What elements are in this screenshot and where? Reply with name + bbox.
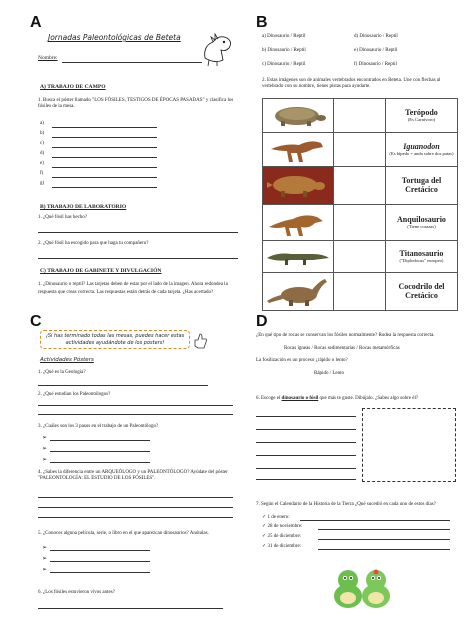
bullet-icon: ➢	[42, 545, 48, 551]
animal-name: Cocodrilo del Cretácico	[398, 282, 445, 300]
classify-letter: b)	[40, 131, 45, 136]
rocks-question: ¿En qué tipo de rocas se conservan los fósiles normalmente? Rodea la respuesta correcta.	[256, 333, 435, 338]
animal-hint: (Tiene corazas)	[407, 223, 436, 229]
answer-line[interactable]	[50, 561, 150, 562]
favorite-dino-question	[256, 396, 461, 402]
answer-line[interactable]	[38, 608, 223, 609]
titanosaur-image	[263, 273, 334, 311]
classify-line[interactable]	[52, 147, 157, 148]
activities-subtitle: Actividades Pósters	[40, 357, 94, 363]
answer-line[interactable]	[38, 385, 208, 386]
cabinet-work-heading: C) TRABAJO DE GABINETE Y DIVULGACIÓN	[40, 268, 162, 274]
iguanodon-image	[263, 205, 334, 241]
animal-card[interactable]	[385, 167, 457, 205]
bullet-icon: ➢	[42, 435, 48, 441]
answer-line[interactable]	[256, 479, 356, 480]
fossils-alive-question: 6. ¿Los fósiles estuvieron vivos antes?	[38, 590, 115, 595]
animal-card[interactable]	[385, 133, 457, 167]
answer-line[interactable]	[256, 468, 356, 469]
three-steps-question: 3. ¿Cuáles son los 3 pasos en el trabajo de un Paleontólogo?	[38, 424, 159, 429]
answer-line[interactable]	[38, 405, 233, 406]
classify-letter: d)	[40, 151, 45, 156]
animal-hint: (Es bípedo + anda sobre dos patas)	[389, 150, 454, 156]
answer-line[interactable]	[256, 429, 356, 430]
lab-question-2: 2. ¿Qué fósil ha escogido para que haga tu compañero?	[38, 241, 149, 246]
bullet-icon: ➢	[42, 556, 48, 562]
ankylosaur-image	[263, 167, 334, 205]
classify-letter: e)	[40, 161, 44, 166]
date-label: ✓ 1 de enero:	[262, 515, 290, 520]
drawing-box[interactable]	[362, 408, 456, 482]
classify-letter: a)	[40, 121, 44, 126]
favorite-dino-prefix: 6. Escoge el	[256, 396, 282, 401]
lab-work-heading: B) TRABAJO DE LABORATORIO	[40, 204, 127, 210]
answer-line[interactable]	[38, 517, 233, 518]
answer-line[interactable]	[50, 462, 150, 463]
cabinet-question-1: 1. ¿Dinosaurio o reptil? Las tarjetas deben de estar por el lado de la imagen. Ahora redondea la respuesta que creas correcta. Las respuestas están detrás de cada tarjeta. ¿Has acertado?	[38, 282, 228, 295]
animal-hint: (Es Carnívoro)	[407, 116, 436, 122]
date-text: 28 de noviembre:	[267, 524, 303, 529]
answer-line[interactable]	[50, 451, 150, 452]
answer-line[interactable]	[318, 539, 450, 540]
thumbs-up-icon	[192, 332, 208, 350]
date-text: 1 de enero:	[267, 515, 290, 520]
cartoon-dinosaurs-icon	[326, 566, 398, 612]
date-label: ✓ 28 de noviembre:	[262, 524, 303, 529]
lab-answer-line-1[interactable]	[38, 232, 238, 233]
name-line[interactable]	[62, 62, 202, 63]
ankylosaur-icon	[265, 170, 331, 200]
answer-line[interactable]	[38, 507, 233, 508]
answer-line[interactable]	[256, 442, 356, 443]
date-label: ✓ 31 de diciembre:	[262, 544, 302, 549]
option-item[interactable]: d) Dinosaurio / Reptil	[354, 34, 398, 39]
theropod-icon	[265, 135, 331, 163]
fossilization-question: La fosilización es un proceso ¿rápido o lento?	[256, 358, 348, 363]
lab-answer-line-2[interactable]	[38, 258, 238, 259]
name-label: Nombre:	[38, 55, 58, 61]
section-letter-c: C	[30, 313, 42, 330]
worksheet-title: Jornadas Paleontológicas de Beteta	[48, 33, 181, 42]
classify-line[interactable]	[52, 127, 157, 128]
option-item[interactable]: f) Dinosaurio / Reptil	[354, 62, 397, 67]
section-letter-b: B	[256, 14, 268, 31]
paleontologists-question: 2. ¿Qué estudian los Paleontólogos?	[38, 392, 111, 397]
rocks-options[interactable]: Rocas ígneas / Rocas sedimentarias / Rocas metamórficas	[284, 346, 400, 351]
classify-line[interactable]	[52, 157, 157, 158]
dinosaur-doodle-icon	[195, 28, 237, 70]
option-item[interactable]: c) Dinosaurio / Reptil	[262, 62, 306, 67]
option-item[interactable]: a) Dinosaurio / Reptil	[262, 34, 306, 39]
animal-name: Tortuga del Cretácico	[401, 176, 442, 194]
animal-card[interactable]	[385, 99, 457, 133]
crocodile-image	[263, 241, 334, 273]
answer-line[interactable]	[50, 440, 150, 441]
date-text: 31 de diciembre:	[267, 544, 302, 549]
animal-name: Anquilosaurio	[397, 214, 446, 224]
crocodile-icon	[265, 244, 331, 268]
animal-hint: ("Diplodocus" europeo)	[399, 257, 444, 263]
option-item[interactable]: b) Dinosaurio / Reptil	[262, 48, 306, 53]
answer-line[interactable]	[50, 550, 150, 551]
fossilization-options[interactable]: Rápido / Lento	[314, 371, 344, 376]
instruction-bubble: ¡Si has terminado todas las mesas, puedes hacer estas actividades ayudándote de los pósters!	[40, 330, 190, 349]
answer-line[interactable]	[38, 497, 233, 498]
animal-name: Terópodo	[405, 107, 438, 117]
answer-line[interactable]	[256, 455, 356, 456]
answer-line[interactable]	[318, 549, 450, 550]
animal-card[interactable]	[385, 273, 457, 311]
classify-line[interactable]	[52, 177, 157, 178]
archaeologist-question: 4. ¿Sabes la diferencia entre un ARQUEÓLOGO y un PALEONTÓLOGO? Ayúdate del póster "PALEONTOLOGÍA: EL ESTUDIO DE LOS FÓSILES".	[38, 470, 228, 482]
favorite-dino-suffix: que más te guste. Dibújalo. ¿Sabes algo sobre él?	[318, 396, 419, 401]
turtle-icon	[265, 102, 331, 128]
answer-line[interactable]	[318, 529, 450, 530]
matching-question: 2. Estas imágenes son de animales vertebrados encontrados en Beteta. Une con flechas al vertebrado con su nombre, tienes pistas para ayudarte.	[262, 78, 441, 90]
classify-line[interactable]	[52, 167, 157, 168]
section-letter-a: A	[30, 14, 42, 31]
animal-card[interactable]	[385, 241, 457, 273]
turtle-image	[263, 99, 334, 133]
option-item[interactable]: e) Dinosaurio / Reptil	[354, 48, 398, 53]
field-work-heading: A) TRABAJO DE CAMPO	[40, 84, 106, 90]
date-text: 25 de diciembre:	[267, 534, 302, 539]
bullet-icon: ➢	[42, 567, 48, 573]
classify-line[interactable]	[52, 137, 157, 138]
answer-line[interactable]	[256, 416, 356, 417]
animal-name: Iguanodon	[403, 141, 440, 151]
lab-question-1: 1. ¿Qué fósil has hecho?	[38, 215, 88, 220]
movies-question: 5. ¿Conoces alguna película, serie, o libro en el que aparezcan dinosaurios? Anótalas.	[38, 531, 209, 536]
field-work-question-1: 1. Busca el póster llamado "LOS FÓSILES, TESTIGOS DE ÉPOCAS PASADAS" y clasifica los fósiles de la mesa.	[38, 98, 234, 110]
theropod-image	[263, 133, 334, 167]
favorite-dino-emphasis: dinosaurio o fósil	[281, 396, 319, 401]
iguanodon-icon	[265, 207, 331, 237]
geology-question: 1. ¿Qué es la Geología?	[38, 370, 86, 375]
bullet-icon: ➢	[42, 457, 48, 463]
date-label: ✓ 25 de diciembre:	[262, 534, 302, 539]
calendar-question: 7. Según el Calendario de la Historia de la Tierra ¿Qué sucedió en cada uno de estos días?	[256, 502, 436, 507]
classify-letter: c)	[40, 141, 44, 146]
classify-line[interactable]	[52, 187, 157, 188]
answer-line[interactable]	[38, 414, 233, 415]
animal-name: Titanosaurio	[399, 248, 444, 258]
matching-table	[262, 98, 458, 311]
answer-line[interactable]	[50, 572, 150, 573]
titanosaur-icon	[265, 275, 331, 307]
bullet-icon: ➢	[42, 446, 48, 452]
animal-card[interactable]	[385, 205, 457, 241]
section-letter-d: D	[256, 313, 268, 330]
answer-line[interactable]	[300, 520, 450, 521]
classify-letter: f)	[40, 171, 44, 176]
classify-letter: g)	[40, 181, 45, 186]
